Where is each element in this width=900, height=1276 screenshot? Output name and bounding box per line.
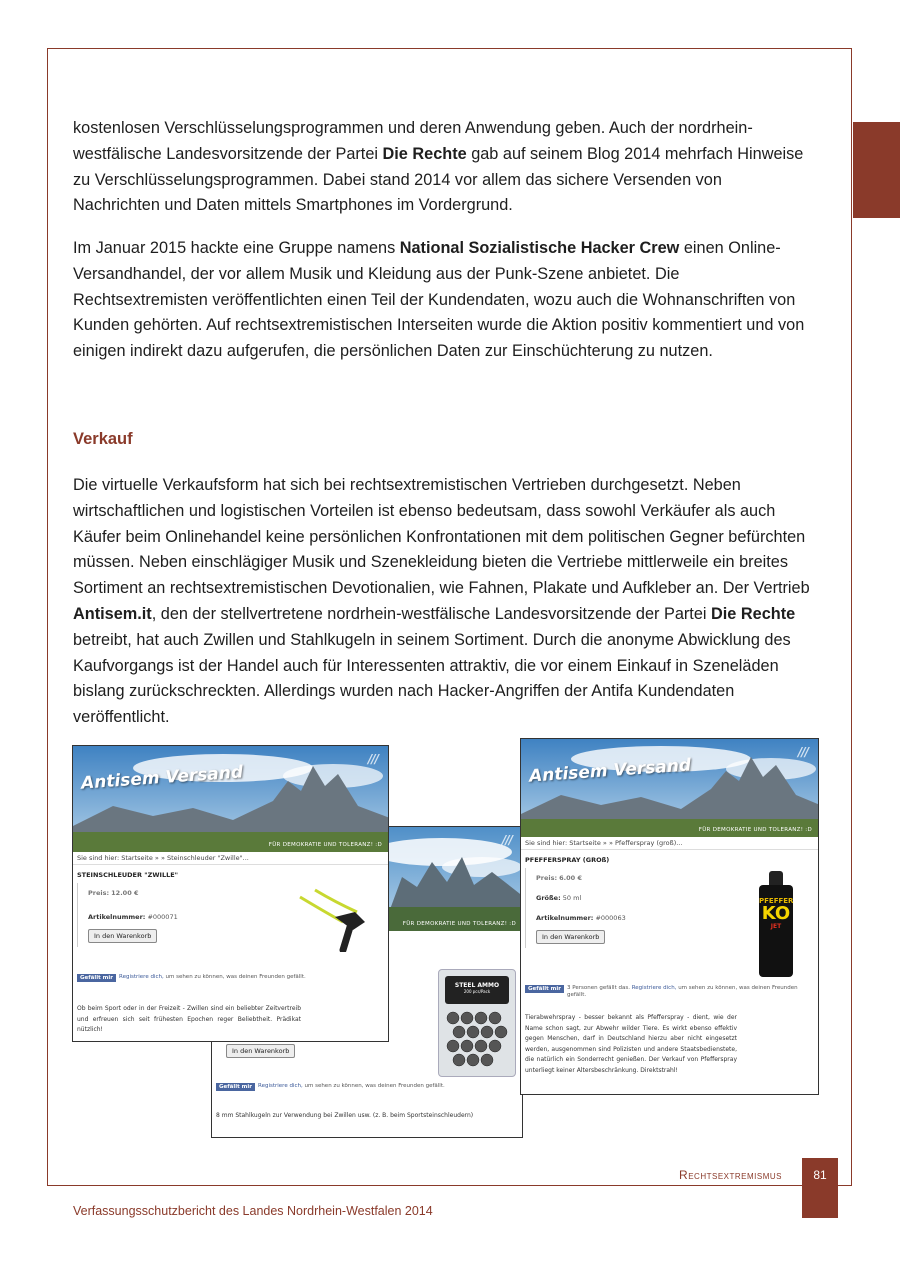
like-count: 3 Personen gefällt das.: [567, 985, 630, 991]
steel-balls-icon: [445, 1010, 509, 1070]
price-label: Preis:: [536, 874, 558, 882]
size-value: 50 ml: [562, 894, 582, 902]
article-label: Artikelnummer:: [88, 913, 146, 921]
shop-slogan: FÜR DEMOKRATIE UND TOLERANZ! :D: [698, 827, 812, 833]
add-to-cart-button[interactable]: In den Warenkorb: [226, 1044, 295, 1058]
product-info: [525, 868, 736, 948]
price-value: 12.00 €: [111, 889, 139, 897]
like-hint: um sehen zu können, was deinen Freunden gefällt.: [567, 985, 798, 998]
text-run: gab auf seinem Blog 2014 mehrfach Hinweise zu Verschlüsselungsprogrammen. Dabei stand 2014 vor allem das sichere Versenden von Nachrichten und Daten mittels Smartphones im Vordergrund.: [73, 144, 804, 215]
price-value: 6.00 €: [559, 874, 582, 882]
text-run: Im Januar 2015 hackte eine Gruppe namens: [73, 239, 400, 257]
screenshot-pepper-spray: [520, 738, 819, 1095]
menu-bars-icon[interactable]: ///: [367, 752, 378, 766]
text-run: Die virtuelle Verkaufsform hat sich bei rechtsextremistischen Vertrieben durchgesetzt. Neben wirtschaftlichen und logistischen Vorteilen ist ebenso bedeutsam, dass sowohl Verkäufer als auch Käufer beim Onlinehandel keine persönlichen Konfrontationen mit dem politischen Gegner befürchten müssen. Neben einschlägiger Musik und Szenekleidung bieten die Vertriebe mittlerweile ein breites Sortiment an rechtsextremistischen Devotionalien, wie Fahnen, Plakate und Aufkleber an. Der Vertrieb: [73, 476, 810, 598]
register-link[interactable]: Registriere dich,: [119, 974, 164, 980]
product-title: STEINSCHLEUDER "ZWILLE": [77, 871, 179, 879]
party-name: Die Rechte: [382, 144, 467, 163]
can-brand-label: PFEFFER: [759, 897, 794, 905]
register-link[interactable]: Registriere dich,: [258, 1083, 303, 1089]
party-name: Die Rechte: [711, 604, 796, 623]
report-title: Verfassungsschutzbericht des Landes Nordrhein-Westfalen 2014: [73, 1204, 433, 1218]
shop-slogan: FÜR DEMOKRATIE UND TOLERANZ! :D: [402, 921, 516, 927]
product-description: Ob beim Sport oder in der Freizeit - Zwillen sind ein beliebter Zeitvertreib und erfreuen sich seit frühesten Epochen reger Beliebtheit. Prädikat nützlich!: [77, 1005, 301, 1033]
mountain-landscape-image: [73, 746, 388, 852]
mountain-landscape-image: [521, 739, 818, 837]
section-label: Rechtsextremismus: [679, 1168, 782, 1182]
screenshot-slingshot: [72, 745, 389, 1042]
facebook-like-row: [212, 1079, 449, 1095]
facebook-like-row: [73, 970, 310, 986]
facebook-like-row: [521, 981, 818, 1003]
page-number: 81: [802, 1158, 838, 1218]
product-title: PFEFFERSPRAY (GROß): [525, 856, 610, 864]
product-info: [77, 883, 288, 947]
add-to-cart-button[interactable]: In den Warenkorb: [88, 929, 157, 943]
text-run: einen Online-Versandhandel, der vor allem Musik und Kleidung aus der Punk-Szene anbietet. Die Rechtsextremisten veröffentlichten einen Teil der Kundendaten, wozu auch die Wohnanschriften von Kunden gehörten. Auf rechtsextremistischen Interseiten wurde die Aktion positiv kommentiert und von einigen indirekt dazu aufgerufen, die persönlichen Daten zur Einschüchterung zu nutzen.: [73, 239, 805, 361]
shop-slogan: FÜR DEMOKRATIE UND TOLERANZ! :D: [268, 842, 382, 848]
section-footer: [679, 1168, 782, 1182]
section-heading: Verkauf: [73, 430, 133, 448]
menu-bars-icon[interactable]: ///: [501, 833, 512, 847]
size-label: Größe:: [536, 894, 561, 902]
product-description: 8 mm Stahlkugeln zur Verwendung bei Zwillen usw. (z. B. beim Sportsteinschleudern): [216, 1112, 474, 1119]
breadcrumb: Sie sind hier: Startseite » » Pfefferspray (groß)...: [521, 837, 818, 850]
breadcrumb: Sie sind hier: Startseite » » Steinschleuder "Zwille"...: [73, 852, 388, 865]
facebook-like-button[interactable]: Gefällt mir: [77, 974, 116, 982]
text-run: , den der stellvertretene nordrhein-westfälische Landesvorsitzende der Partei: [151, 604, 712, 623]
facebook-like-button[interactable]: Gefällt mir: [525, 985, 564, 993]
facebook-like-button[interactable]: Gefällt mir: [216, 1083, 255, 1091]
shop-name: Antisem.it: [73, 604, 152, 623]
add-to-cart-button[interactable]: In den Warenkorb: [536, 930, 605, 944]
like-hint: um sehen zu können, was deinen Freunden gefällt.: [302, 1083, 445, 1089]
like-hint: um sehen zu können, was deinen Freunden gefällt.: [163, 974, 306, 980]
price-label: Preis:: [88, 889, 110, 897]
group-name: National Sozialistische Hacker Crew: [399, 239, 680, 257]
shop-title: Antisem Versand: [528, 755, 692, 787]
pack-sublabel: 200 pcs/Pack: [463, 989, 491, 994]
slingshot-image: [295, 882, 375, 952]
text-run: betreibt, hat auch Zwillen und Stahlkugeln in seinem Sortiment. Durch die anonyme Abwicklung des Kaufvorgangs ist der Handel auch für Interessenten attraktiv, die vor einem Einkauf in Szeneläden bislang zurückschreckten. Allerdings wurden nach Hacker-Angriffen der Antifa Kundendaten veröffentlicht.: [73, 630, 791, 727]
shop-banner: [521, 739, 818, 837]
article-label: Artikelnummer:: [536, 914, 594, 922]
article-number: #000071: [147, 913, 178, 921]
shop-banner: [73, 746, 388, 852]
paragraph-sales: [73, 473, 813, 731]
steel-ammo-pack-image: [438, 969, 516, 1077]
can-ko-label: KO: [761, 903, 791, 924]
product-description: Tierabwehrspray - besser bekannt als Pfefferspray - dient, wie der Name schon sagt, zur Abwehr wilder Tiere. Es wirkt ebenso effektiv gegen Menschen, darf in Deutschland hierzu aber nicht eingesetzt werden, ausgenommen sind Polizisten und andere Staatsbedienstete, die natürlich ein Sonderrecht genießen. Der Verkauf von Pfefferspray unterliegt keiner Altersbeschränkung. Direktstrahl!: [525, 1014, 737, 1074]
paragraph-hacker: [73, 236, 813, 365]
pack-label: STEEL AMMO: [454, 982, 500, 989]
article-number: #000063: [595, 914, 626, 922]
menu-bars-icon[interactable]: ///: [797, 745, 808, 759]
text-run: kostenlosen Verschlüsselungsprogrammen und deren Anwendung geben. Auch der nordrhein-westfälische Landesvorsitzende der Partei: [73, 119, 753, 163]
paragraph-encryption: [73, 116, 813, 219]
shop-title: Antisem Versand: [80, 762, 244, 794]
register-link[interactable]: Registriere dich,: [631, 985, 677, 991]
can-jet-label: JET: [770, 923, 782, 930]
chapter-tab: [853, 122, 900, 218]
pepper-spray-can-image: [759, 871, 793, 979]
